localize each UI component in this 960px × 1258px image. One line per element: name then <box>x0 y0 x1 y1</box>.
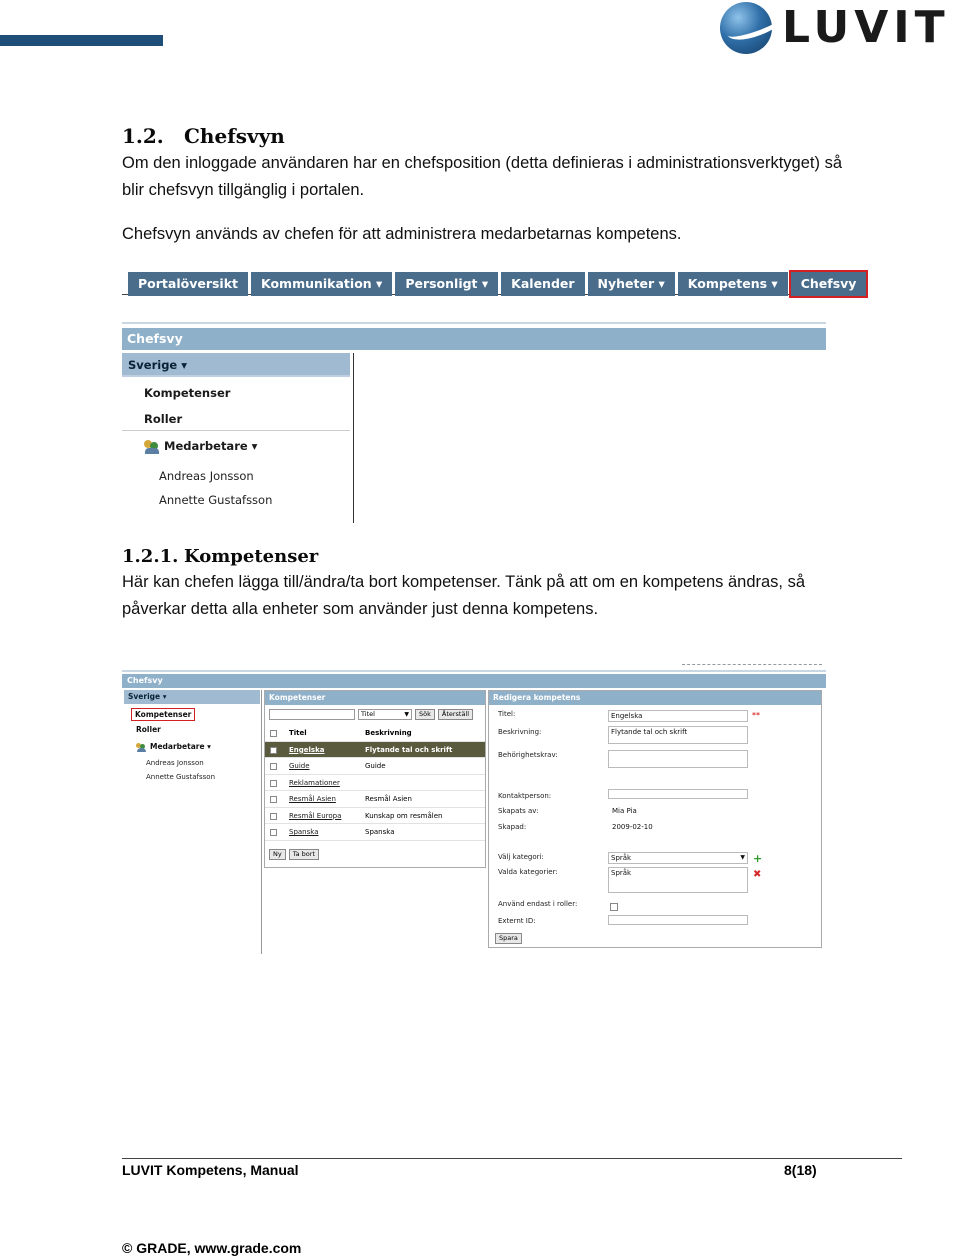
reset-button[interactable]: Återställ <box>438 709 473 720</box>
list-actions <box>269 849 319 860</box>
kompetenser-list-panel <box>264 690 486 868</box>
valda-kategorier-list[interactable]: Språk <box>608 867 748 893</box>
search-button[interactable]: Sök <box>415 709 435 720</box>
section-number: 1.2. <box>122 124 164 148</box>
divider <box>122 670 826 672</box>
label-externt-id: Externt ID: <box>498 917 536 925</box>
roles-only-checkbox[interactable] <box>610 903 618 911</box>
row-checkbox[interactable] <box>270 780 277 787</box>
label-behorighetskrav: Behörighetskrav: <box>498 751 558 759</box>
label-kontaktperson: Kontaktperson: <box>498 792 552 800</box>
search-bar <box>269 709 473 720</box>
people-icon <box>144 440 160 454</box>
sidebar-person[interactable]: Andreas Jonsson <box>146 759 204 767</box>
row-checkbox[interactable] <box>270 747 277 754</box>
skapad-value: 2009-02-10 <box>612 823 653 831</box>
required-mark: ** <box>752 711 760 720</box>
label-titel: Titel: <box>498 710 516 718</box>
page-number: 8(18) <box>784 1162 817 1178</box>
logo-text: LUVIT <box>782 2 950 53</box>
titel-field[interactable]: Engelska <box>608 710 748 722</box>
subsection-title: Kompetenser <box>184 546 319 567</box>
subsection-paragraph-1b: påverkar detta alla enheter som använder just denna kompetens. <box>122 600 599 618</box>
row-description: Spanska <box>365 828 395 836</box>
sidebar-item-kompetenser[interactable]: Kompetenser <box>144 386 231 400</box>
label-valj-kategori: Välj kategori: <box>498 853 544 861</box>
kompetenser-screenshot <box>122 664 826 954</box>
table-header-row <box>265 725 485 742</box>
select-all-checkbox[interactable] <box>270 730 277 737</box>
menu-item-kalender[interactable]: Kalender <box>501 272 584 296</box>
shot1-panel-header: Chefsvy <box>122 328 826 350</box>
kontaktperson-field[interactable] <box>608 789 748 799</box>
edit-panel-title: Redigera kompetens <box>489 691 821 705</box>
footer-divider <box>122 1158 902 1159</box>
sidebar-item-kompetenser[interactable]: Kompetenser <box>132 709 194 720</box>
header-accent-bar <box>0 35 163 46</box>
label-anvand-endast-i-roller: Använd endast i roller: <box>498 900 578 908</box>
table-row[interactable] <box>265 808 485 825</box>
label-valda-kategorier: Valda kategorier: <box>498 868 558 876</box>
section-heading <box>122 124 285 148</box>
remove-category-icon[interactable]: ✖ <box>753 869 762 880</box>
row-description: Flytande tal och skrift <box>365 745 453 754</box>
list-panel-title: Kompetenser <box>265 691 485 705</box>
row-title-link[interactable]: Resmål Europa <box>289 811 342 820</box>
delete-button[interactable]: Ta bort <box>289 849 319 860</box>
save-button[interactable]: Spara <box>495 933 522 944</box>
row-description: Guide <box>365 762 386 770</box>
row-title-link[interactable]: Reklamationer <box>289 778 340 787</box>
subsection-number: 1.2.1. <box>122 546 179 567</box>
row-title-link[interactable]: Engelska <box>289 745 325 754</box>
externt-id-field[interactable] <box>608 915 748 925</box>
sidebar-group-medarbetare[interactable] <box>136 742 211 752</box>
top-dotted-line <box>682 664 822 666</box>
column-header-beskrivning[interactable]: Beskrivning <box>365 729 412 737</box>
sidebar-item-roller[interactable]: Roller <box>136 725 161 734</box>
kategori-select[interactable]: Språk ▼ <box>608 852 748 864</box>
row-checkbox[interactable] <box>270 763 277 770</box>
row-checkbox[interactable] <box>270 813 277 820</box>
table-row[interactable] <box>265 824 485 841</box>
edit-kompetens-panel <box>488 690 822 948</box>
search-field-select[interactable]: Titel ▼ <box>358 709 412 720</box>
row-checkbox[interactable] <box>270 796 277 803</box>
sidebar-separator <box>122 430 350 431</box>
label-beskrivning: Beskrivning: <box>498 728 542 736</box>
row-description: Resmål Asien <box>365 795 412 803</box>
row-description: Kunskap om resmålen <box>365 811 443 820</box>
sidebar-item-roller[interactable]: Roller <box>144 412 183 426</box>
footer-title: LUVIT Kompetens, Manual <box>122 1162 299 1178</box>
behorighetskrav-field[interactable] <box>608 750 748 768</box>
row-title-link[interactable]: Spanska <box>289 828 319 836</box>
sidebar-group-label: Medarbetare ▾ <box>150 742 211 751</box>
section-paragraph-1: Om den inloggade användaren har en chefsposition (detta definieras i administrationsverktyget) så <box>122 154 842 172</box>
luvit-logo <box>720 0 956 56</box>
table-row[interactable] <box>265 742 485 759</box>
menu-item-chefsvy[interactable]: Chefsvy <box>791 272 867 296</box>
subsection-paragraph-1: Här kan chefen lägga till/ändra/ta bort kompetenser. Tänk på att om en kompetens ändras, så <box>122 573 806 591</box>
menu-item-nyheter[interactable]: Nyheter ▾ <box>588 272 675 296</box>
new-button[interactable]: Ny <box>269 849 286 860</box>
menu-item-personligt[interactable]: Personligt ▾ <box>395 272 498 296</box>
label-skapats-av: Skapats av: <box>498 807 539 815</box>
sidebar-person[interactable]: Annette Gustafsson <box>159 493 273 507</box>
add-category-icon[interactable]: + <box>753 852 763 865</box>
row-title-link[interactable]: Resmål Asien <box>289 795 336 803</box>
sidebar-group-label: Medarbetare ▾ <box>164 439 258 453</box>
beskrivning-field[interactable]: Flytande tal och skrift <box>608 726 748 744</box>
panel-header: Chefsvy <box>122 674 826 688</box>
sidebar-person[interactable]: Andreas Jonsson <box>159 469 254 483</box>
kompetenser-table <box>265 725 485 841</box>
section-paragraph-1b: blir chefsvyn tillgänglig i portalen. <box>122 181 365 199</box>
menu-item-kommunikation[interactable]: Kommunikation ▾ <box>251 272 392 296</box>
section-title: Chefsvyn <box>184 124 285 148</box>
menu-item-portaloversikt[interactable]: Portalöversikt <box>128 272 248 296</box>
table-row[interactable] <box>265 791 485 808</box>
sidebar <box>122 690 262 954</box>
section-paragraph-2: Chefsvyn används av chefen för att administrera medarbetarnas kompetens. <box>122 225 682 243</box>
people-icon <box>136 743 146 752</box>
sidebar-group-medarbetare[interactable] <box>144 439 257 454</box>
table-row[interactable] <box>265 758 485 775</box>
row-title-link[interactable]: Guide <box>289 762 310 770</box>
column-header-titel[interactable]: Titel <box>289 729 307 737</box>
country-dropdown[interactable]: Sverige ▾ <box>124 690 260 704</box>
table-row[interactable] <box>265 775 485 792</box>
skapats-av-value: Mia Pia <box>612 807 637 815</box>
search-input[interactable] <box>269 709 355 720</box>
label-skapad: Skapad: <box>498 823 527 831</box>
copyright: © GRADE, www.grade.com <box>122 1240 302 1256</box>
shot1-divider <box>122 322 826 324</box>
shot1-vertical-divider <box>353 353 354 523</box>
sidebar-person[interactable]: Annette Gustafsson <box>146 773 216 781</box>
portal-menubar <box>128 272 866 296</box>
chevron-down-icon: ▼ <box>740 854 745 861</box>
shot1-sidebar <box>122 353 350 525</box>
chevron-down-icon: ▼ <box>404 711 409 718</box>
menu-item-kompetens[interactable]: Kompetens ▾ <box>678 272 788 296</box>
subsection-heading <box>122 546 318 567</box>
country-dropdown[interactable]: Sverige ▾ <box>122 353 350 377</box>
row-checkbox[interactable] <box>270 829 277 836</box>
